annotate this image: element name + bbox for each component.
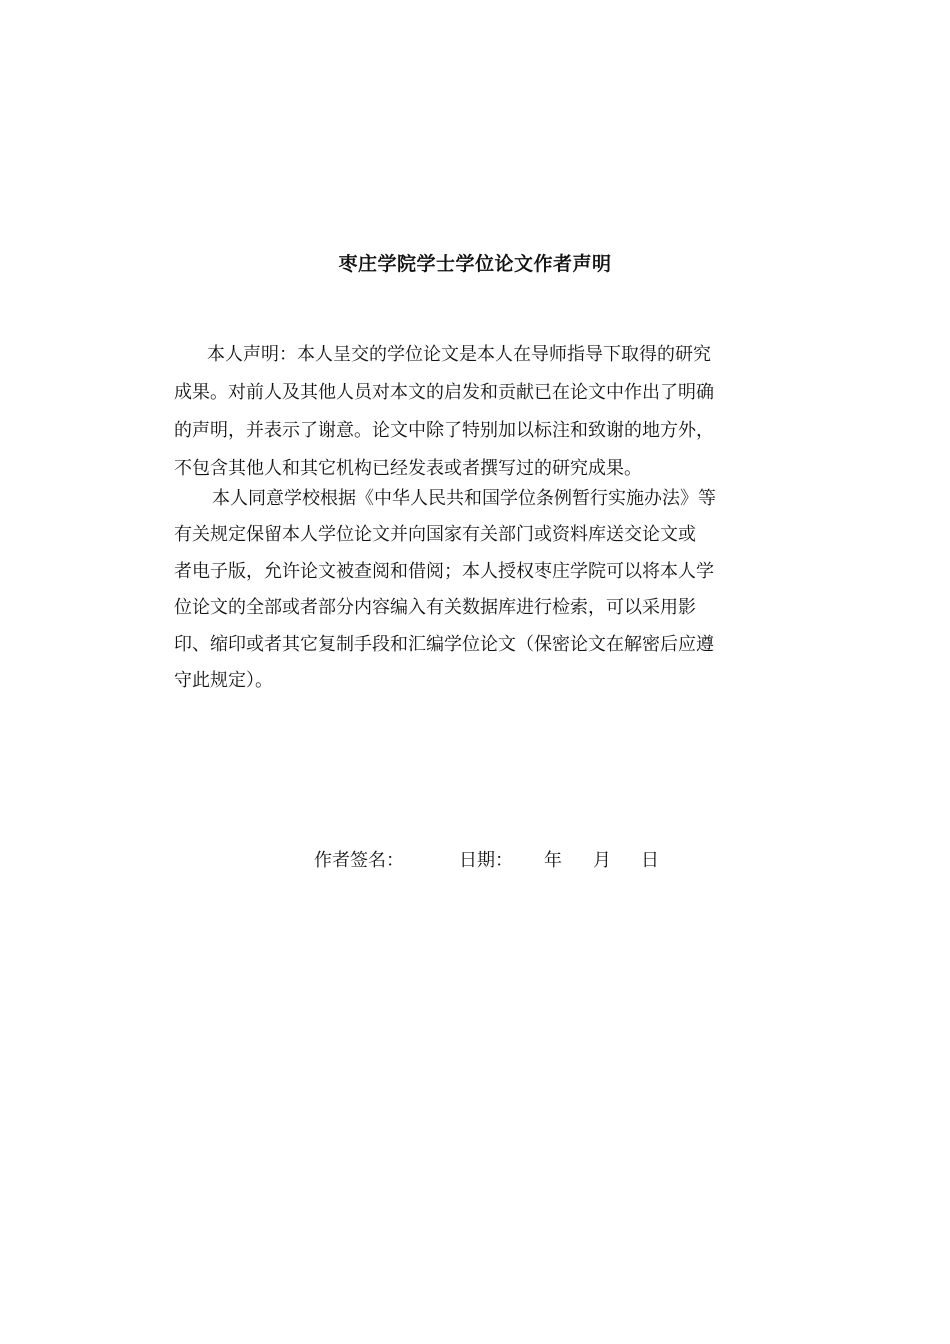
declaration-paragraph bbox=[174, 336, 774, 488]
paragraph-line: 位论文的全部或者部分内容编入有关数据库进行检索，可以采用影 bbox=[174, 597, 696, 619]
paragraph-line: 不包含其他人和其它机构已经发表或者撰写过的研究成果。 bbox=[174, 458, 642, 479]
signature-row bbox=[0, 846, 950, 874]
paragraph-line: 者电子版，允许论文被查阅和借阅；本人授权枣庄学院可以将本人学 bbox=[174, 560, 714, 582]
paragraph-line: 有关规定保留本人学位论文并向国家有关部门或资料库送交论文或 bbox=[174, 524, 696, 546]
paragraph-line: 守此规定）。 bbox=[174, 670, 273, 692]
page-title: 枣庄学院学士学位论文作者声明 bbox=[338, 253, 612, 275]
date-label: 日期： bbox=[459, 850, 513, 871]
authorization-paragraph bbox=[174, 481, 774, 699]
paragraph-line: 本人同意学校根据《中华人民共和国学位条例暂行实施办法》等 bbox=[212, 488, 716, 509]
year-label: 年 bbox=[544, 850, 562, 871]
day-label: 日 bbox=[641, 850, 659, 871]
month-label: 月 bbox=[593, 850, 611, 871]
author-signature-label: 作者签名： bbox=[314, 850, 404, 871]
paragraph-line: 本人声明：本人呈交的学位论文是本人在导师指导下取得的研究 bbox=[207, 344, 711, 365]
paragraph-line: 印、缩印或者其它复制手段和汇编学位论文（保密论文在解密后应遵 bbox=[174, 633, 714, 655]
paragraph-line: 的声明，并表示了谢意。论文中除了特别加以标注和致谢的地方外， bbox=[174, 420, 714, 441]
paragraph-line: 成果。对前人及其他人员对本文的启发和贡献已在论文中作出了明确 bbox=[174, 382, 714, 403]
